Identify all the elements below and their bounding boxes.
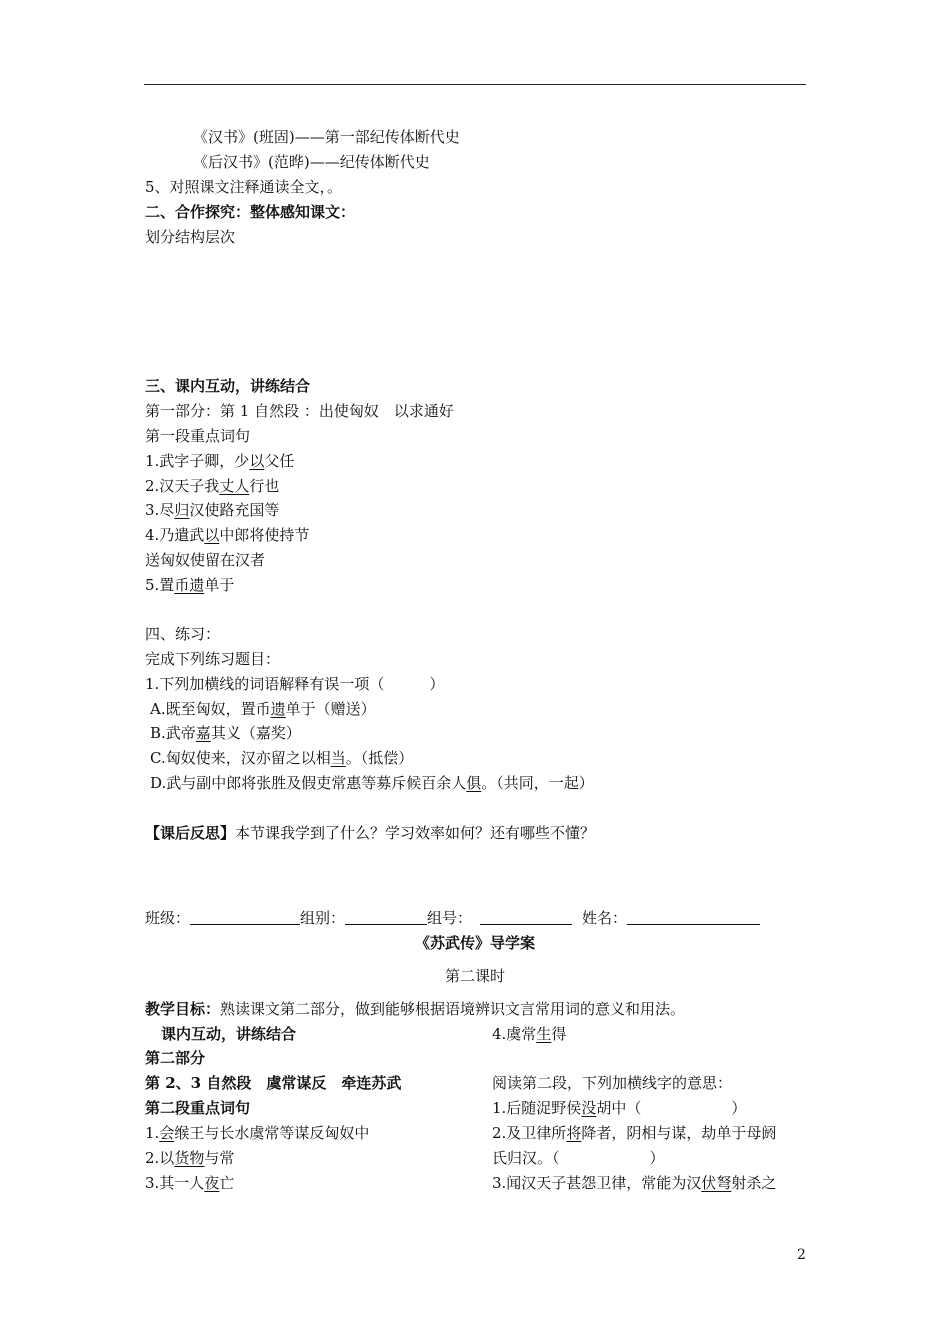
header-rule	[144, 84, 806, 85]
student-info-row	[145, 908, 760, 928]
class-label: 班级：	[145, 909, 191, 927]
key-word-4-cont: 送匈奴使留在汉者	[145, 551, 266, 569]
key-word-4: 4.乃遣武以中郎将使持节	[145, 526, 310, 544]
name-label: 姓名：	[582, 909, 628, 927]
p2-word-3: 3.其一人夜亡	[145, 1174, 235, 1192]
reading-instruction: 阅读第二段，下列加横线字的意思：	[492, 1074, 733, 1092]
paragraph-2-3-title: 第 2、3 自然段 虞常谋反 牵连苏武	[145, 1074, 402, 1092]
reading-q2: 2.及卫律所将降者，阴相与谋，劫单于母阏	[492, 1124, 777, 1142]
group-label: 组别：	[300, 909, 346, 927]
ref-hanshu: 《汉书》(班固)——第一部纪传体断代史	[193, 128, 460, 146]
option-c: C.匈奴使来，汉亦留之以相当。（抵偿）	[150, 749, 414, 767]
option-d: D.武与副中郎将张胜及假吏常惠等募斥候百余人俱。（共同，一起）	[150, 774, 594, 792]
part-1-title: 第一部分：第 1 自然段 ：出使匈奴 以求通好	[145, 402, 454, 420]
key-word-2: 2.汉天子我丈人行也	[145, 477, 280, 495]
part-2-title: 第二部分	[145, 1049, 206, 1067]
key-word-3: 3.尽归汉使路充国等	[145, 501, 280, 519]
key-word-5: 5.置币遗单于	[145, 576, 235, 594]
ref-houhanshu: 《后汉书》(范晔)——纪传体断代史	[193, 153, 430, 171]
section-2-task: 划分结构层次	[145, 228, 236, 246]
group-no-label: 组号：	[427, 909, 473, 927]
key-words-label: 第一段重点词句	[145, 427, 251, 445]
p2-word-1: 1.会缑王与长水虞常等谋反匈奴中	[145, 1124, 370, 1142]
p2-word-4: 4.虞常生得	[492, 1025, 567, 1043]
p2-word-2: 2.以货物与常	[145, 1149, 235, 1167]
group-no-field[interactable]	[480, 909, 572, 925]
teaching-goal: 教学目标：熟读课文第二部分，做到能够根据语境辨识文言常用词的意义和用法。	[145, 1000, 686, 1018]
paragraph-2-key-words: 第二段重点词句	[145, 1099, 251, 1117]
reflection: 【课后反思】本节课我学到了什么？学习效率如何？还有哪些不懂？	[145, 824, 596, 842]
key-word-1: 1.武字子卿，少以父任	[145, 452, 295, 470]
name-field[interactable]	[627, 909, 760, 925]
reading-q1: 1.后随浞野侯没胡中（ ）	[492, 1099, 747, 1117]
class-field[interactable]	[190, 909, 300, 925]
question-1: 1.下列加横线的词语解释有误一项（ ）	[145, 675, 445, 693]
section-2-heading: 二、合作探究：整体感知课文：	[145, 203, 356, 221]
section-3-heading: 三、课内互动，讲练结合	[145, 377, 311, 395]
lesson-title: 《苏武传》导学案	[414, 934, 536, 952]
exercise-intro: 完成下列练习题目：	[145, 650, 281, 668]
option-a: A.既至匈奴，置币遗单于（赠送）	[150, 700, 376, 718]
group-field[interactable]	[345, 909, 427, 925]
page-number: 2	[797, 1247, 806, 1263]
left-heading: 课内互动，讲练结合	[161, 1025, 297, 1043]
reading-q2-cont: 氏归汉。（ ）	[492, 1149, 665, 1167]
option-b: B.武帝嘉其义（嘉奖）	[150, 724, 301, 742]
item-5: 5、对照课文注释通读全文，。	[145, 178, 343, 196]
reading-q3: 3.闻汉天子甚怨卫律，常能为汉伏弩射杀之	[492, 1174, 777, 1192]
section-4-heading: 四、练习：	[145, 625, 221, 643]
lesson-period: 第二课时	[444, 967, 506, 985]
